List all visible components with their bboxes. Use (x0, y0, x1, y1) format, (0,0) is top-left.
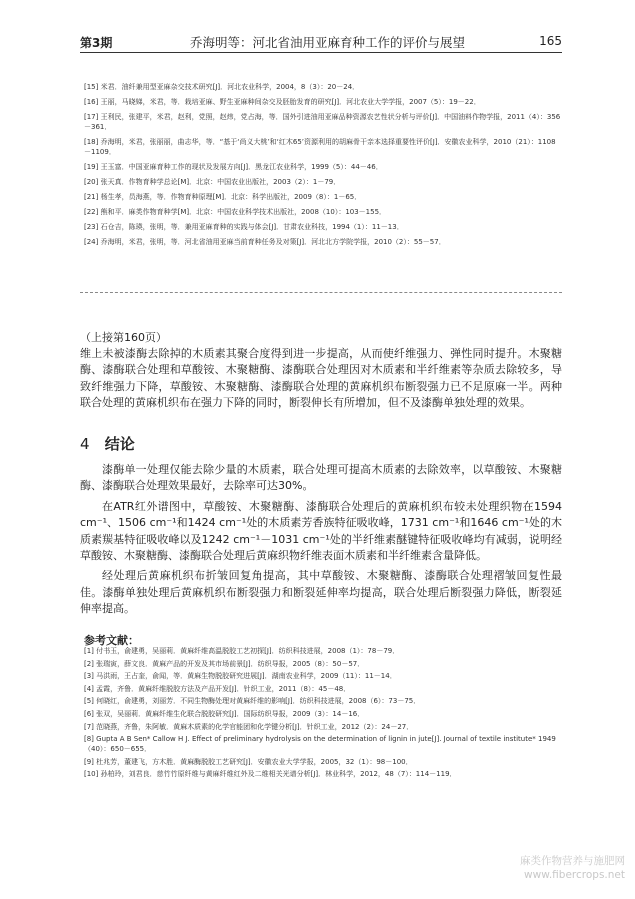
reference-item: [10] 孙柏玲，刘君良．慈竹竹原纤维与黄麻纤维红外及二维相关光谱分析[J]．林业科学，2012，48（7）：114－119． (84, 770, 457, 779)
previous-article-references (84, 82, 562, 252)
reference-item: [19] 王玉富．中国亚麻育种工作的现状及发展方向[J]．黑龙江农业科学，1999（5）：44－46． (84, 163, 383, 171)
page-header (80, 30, 562, 53)
reference-item: [1] 付书玉，俞建勇，吴丽莉．黄麻纤维高温脱胶工艺初探[J]．纺织科技进展，2008（1）：78－79． (84, 647, 400, 655)
section-title-text: 结论 (104, 435, 135, 453)
reference-item: [9] 杜兆芳，董建飞，方木胜．黄麻酶脱胶工艺研究[J]．安徽农业大学学报，2005，32（1）：98－100． (84, 757, 413, 766)
reference-item: [8] Gupta A B Sen* Callow H J. Effect of preliminary hydrolysis on the determination of lignin in jute[J]. Journal of textile institute* 1949（40）：650－655． (84, 735, 556, 754)
section-heading (80, 433, 380, 454)
conclusion-paragraph: 经处理后黄麻机织布折皱回复角提高，其中草酸铵、木聚糖酶、漆酶联合处理褶皱回复性最佳。漆酶单独处理后黄麻机织布断裂强力和断裂延伸率均提高，联合处理后断裂强力降低，断裂延伸率提高。 (80, 569, 562, 616)
reference-item: [7] 范晓燕，齐鲁，朱阿敏．黄麻木质素的化学官能团和化学键分析[J]．针织工业，2012（2）：24－27． (84, 722, 414, 731)
reference-item: [17] 王利民，张建平，米君，赵利，党照，赵炜，党占海，等．国外引进油用亚麻品种资源农艺性状分析与评价[J]．中国油料作物学报，2011（4）：356－361． (84, 113, 561, 131)
reference-item: [23] 石仓吉，陈瑛，张明，等．兼用亚麻育种的实践与体会[J]．甘肃农业科技，1994（1）：11－13． (84, 223, 404, 231)
reference-item: [15] 米君．油纤兼用型亚麻杂交技术研究[J]．河北农业科学，2004，8（3）：20－24． (84, 83, 360, 91)
watermark-url: www.fibercrops.net (524, 869, 625, 881)
reference-item: [18] 乔海明，米君，张丽丽，曲志华，等．“基于‘尚义大桃’和‘红木65’资源利用的胡麻骨干亲本选择重要性评价[J]．安徽农业科学，2010（21）：1108－1109． (84, 138, 556, 156)
body-paragraph: 维上未被漆酶去除掉的木质素其聚合度得到进一步提高，从而使纤维强力、弹性同时提升。木聚糖酶、漆酶联合处理和草酸铵、木聚糖酶、漆酶联合处理因对木质素和半纤维素等杂质去除较多，导致纤维强力下降，草酸铵、木聚糖酶、漆酶联合处理的黄麻机织布断裂强力已不足原麻一半。两种联合处理的黄麻机织布在强力下降的同时，断裂伸长有所增加，但不及漆酶单独处理的效果。 (80, 347, 562, 410)
running-title: 乔海明等：河北省油用亚麻育种工作的评价与展望 (190, 35, 466, 50)
conclusion-section (80, 462, 562, 622)
continued-body (80, 330, 562, 412)
reference-item: [6] 张双，吴丽莉．黄麻纤维生化联合脱胶研究[J]．国际纺织导报，2009（3）：14－16． (84, 709, 365, 718)
site-watermark (520, 854, 625, 882)
reference-item: [2] 张瑞寅，薛文良．黄麻产品的开发及其市场前景[J]．纺织导报，2005（8）：50－57． (84, 659, 365, 668)
reference-item: [22] 熊和平．麻类作物育种学[M]．北京：中国农业科学技术出版社，2008（10）：103－155． (84, 208, 387, 216)
issue-number: 第3期 (80, 36, 113, 50)
reference-item: [20] 张天真．作物育种学总论[M]．北京：中国农业出版社，2003（2）：1－79． (84, 178, 341, 186)
conclusion-paragraph: 漆酶单一处理仅能去除少量的木质素，联合处理可提高木质素的去除效率，以草酸铵、木聚糖酶、漆酶联合处理效果最好，去除率可达30%。 (80, 463, 562, 493)
section-number: 4 (80, 435, 90, 453)
page-number: 165 (539, 34, 562, 48)
reference-item: [5] 何晓红，俞建勇，刘丽芳．不同生物酶处理对黄麻纤维的影响[J]．纺织科技进展，2008（6）：73－75． (84, 697, 421, 706)
conclusion-paragraph: 在ATR红外谱图中，草酸铵、木聚糖酶、漆酶联合处理后的黄麻机织布较未处理织物在1594 cm⁻¹、1506 cm⁻¹和1424 cm⁻¹处的木质素芳香族特征吸收峰，1731 cm⁻¹和1646 cm⁻¹处的木质素羰基特征吸收峰以及1242 cm⁻¹－1031 cm⁻¹处的半纤维素醚键特征吸收峰均有减弱，说明经草酸铵、木聚糖酶、漆酶联合处理后黄麻织物纤维表面木质素和半纤维素含量降低。 (80, 499, 562, 563)
section-divider (80, 292, 562, 293)
reference-item: [3] 马洪雨，王占奎，俞闻，等．黄麻生物脱胶研究进展[J]．湖南农业科学，2009（11）：11－14． (84, 672, 397, 681)
continuation-note: （上接第160页） (80, 331, 167, 344)
references-heading: 参考文献： (84, 634, 139, 647)
references-list (84, 646, 562, 782)
reference-item: [21] 杨生孝，员海燕，等．作物育种原理[M]．北京：科学出版社，2009（8）：1－65． (84, 193, 362, 201)
reference-item: [16] 王丽，马晓娣，米君，等．栽培亚麻、野生亚麻种间杂交及胚胎发育的研究[J]．河北农业大学学报，2007（5）：19－22． (84, 98, 481, 106)
reference-item: [24] 乔海明，米君，张明，等．河北省油用亚麻当前育种任务及对策[J]．河北北方学院学报，2010（2）：55－57． (84, 238, 446, 246)
watermark-site-name: 麻类作物营养与施肥网 (520, 855, 625, 867)
reference-item: [4] 孟霞，齐鲁．黄麻纤维脱胶方法及产品开发[J]．针织工业，2011（8）：45－48． (84, 684, 351, 693)
